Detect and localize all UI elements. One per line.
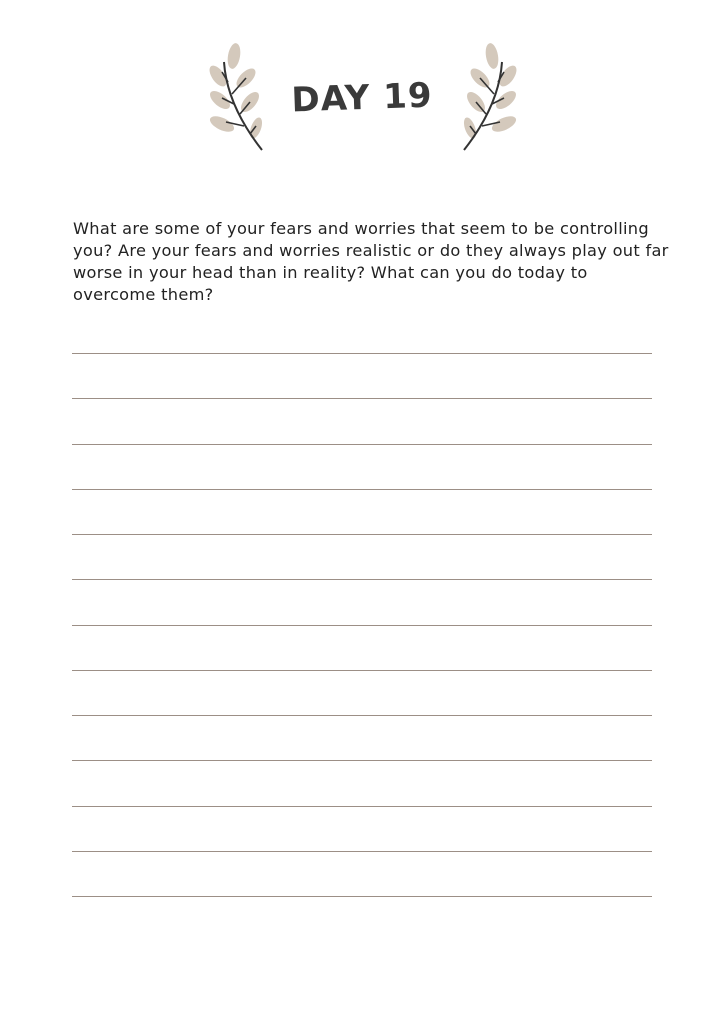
writing-line xyxy=(72,670,652,671)
writing-line xyxy=(72,851,652,852)
page-title: DAY 19 xyxy=(290,75,434,121)
journal-prompt: What are some of your fears and worries that seem to be controlling you? Are your fears and worries realistic or do they always play out far worse in your head than in reality? What can you do today to overcome them? xyxy=(73,219,669,304)
writing-line xyxy=(72,625,652,626)
writing-line xyxy=(72,353,652,354)
writing-line xyxy=(72,715,652,716)
writing-line xyxy=(72,760,652,761)
writing-lines xyxy=(72,0,652,1024)
writing-line xyxy=(72,444,652,445)
writing-line xyxy=(72,579,652,580)
writing-line xyxy=(72,806,652,807)
writing-line xyxy=(72,534,652,535)
writing-line xyxy=(72,489,652,490)
writing-line xyxy=(72,398,652,399)
writing-line xyxy=(72,896,652,897)
